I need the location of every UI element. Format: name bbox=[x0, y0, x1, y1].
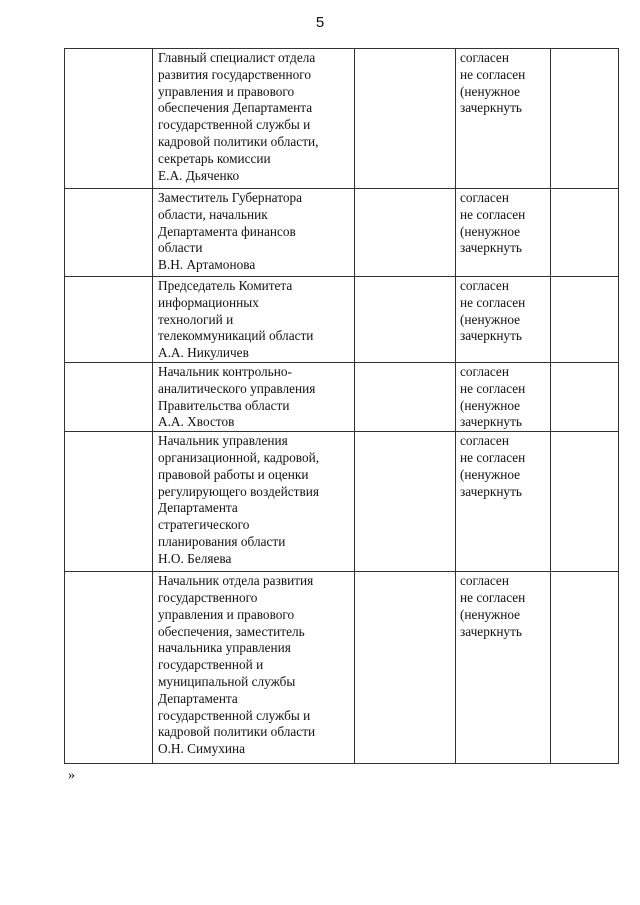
official-name-line: управления и правового bbox=[158, 606, 295, 622]
official-name-line: области bbox=[158, 240, 203, 256]
official-name-line: Начальник контрольно- bbox=[158, 364, 292, 379]
official-name-line: планирования области bbox=[158, 533, 286, 549]
decision-option: зачеркнуть bbox=[460, 623, 522, 639]
signature-cell[interactable] bbox=[355, 189, 456, 277]
official-name-line: Заместитель Губернатора bbox=[158, 190, 303, 205]
decision-option: (ненужное bbox=[460, 397, 521, 413]
official-name-cell bbox=[153, 49, 355, 189]
page-number: 5 bbox=[315, 14, 325, 31]
number-cell bbox=[65, 189, 153, 277]
official-name-line: муниципальной службы bbox=[158, 673, 296, 689]
official-name-line: Главный специалист отдела bbox=[158, 50, 316, 65]
decision-option[interactable]: не согласен bbox=[460, 449, 526, 465]
decision-cell bbox=[456, 432, 551, 572]
approval-row bbox=[65, 432, 619, 572]
signature-cell[interactable] bbox=[355, 363, 456, 432]
date-cell[interactable] bbox=[551, 572, 619, 764]
official-name-line: государственной службы и bbox=[158, 117, 311, 133]
decision-option[interactable]: согласен bbox=[460, 433, 509, 449]
official-name-line: Председатель Комитета bbox=[158, 278, 293, 293]
approval-row bbox=[65, 189, 619, 277]
official-name-line: аналитического управления bbox=[158, 380, 316, 396]
decision-option[interactable]: не согласен bbox=[460, 380, 526, 396]
decision-option: зачеркнуть bbox=[460, 328, 522, 344]
approval-row bbox=[65, 363, 619, 432]
decision-option: (ненужное bbox=[460, 223, 521, 239]
decision-option: (ненужное bbox=[460, 311, 521, 327]
official-name-line: А.А. Никуличев bbox=[158, 345, 249, 361]
official-name-line: начальника управления bbox=[158, 640, 291, 656]
official-name-line: Е.А. Дьяченко bbox=[158, 167, 240, 183]
official-name-line: стратегического bbox=[158, 517, 250, 533]
decision-cell bbox=[456, 572, 551, 764]
official-name-line: кадровой политики области, bbox=[158, 133, 319, 149]
decision-option[interactable]: согласен bbox=[460, 278, 509, 293]
number-cell bbox=[65, 572, 153, 764]
date-cell[interactable] bbox=[551, 277, 619, 363]
number-cell bbox=[65, 432, 153, 572]
official-name-line: развития государственного bbox=[158, 66, 311, 82]
decision-option: (ненужное bbox=[460, 466, 521, 482]
signature-cell[interactable] bbox=[355, 277, 456, 363]
official-name-line: обеспечения, заместитель bbox=[158, 623, 305, 639]
decision-option[interactable]: согласен bbox=[460, 190, 509, 205]
decision-cell bbox=[456, 49, 551, 189]
decision-option[interactable]: не согласен bbox=[460, 294, 526, 310]
signature-cell[interactable] bbox=[355, 49, 456, 189]
official-name-cell bbox=[153, 189, 355, 277]
official-name-cell bbox=[153, 363, 355, 432]
decision-option: (ненужное bbox=[460, 83, 521, 99]
decision-option[interactable]: не согласен bbox=[460, 589, 526, 605]
official-name-line: государственного bbox=[158, 589, 258, 605]
official-name-line: технологий и bbox=[158, 311, 234, 327]
official-name-line: регулирующего воздействия bbox=[158, 483, 319, 499]
official-name-line: государственной службы и bbox=[158, 707, 311, 723]
decision-option[interactable]: не согласен bbox=[460, 206, 526, 222]
official-name-line: Департамента bbox=[158, 500, 238, 516]
decision-option[interactable]: согласен bbox=[460, 50, 509, 65]
official-name-cell bbox=[153, 432, 355, 572]
decision-cell bbox=[456, 363, 551, 432]
date-cell[interactable] bbox=[551, 432, 619, 572]
official-name-line: обеспечения Департамента bbox=[158, 100, 313, 116]
official-name-line: управления и правового bbox=[158, 83, 295, 99]
approval-row bbox=[65, 49, 619, 189]
decision-option: зачеркнуть bbox=[460, 240, 522, 256]
official-name-line: правовой работы и оценки bbox=[158, 466, 309, 482]
official-name-line: Департамента финансов bbox=[158, 223, 296, 239]
number-cell bbox=[65, 49, 153, 189]
signature-cell[interactable] bbox=[355, 432, 456, 572]
official-name-line: Н.О. Беляева bbox=[158, 550, 232, 566]
official-name-line: В.Н. Артамонова bbox=[158, 257, 256, 273]
closing-quote-mark: » bbox=[68, 768, 75, 783]
official-name-line: государственной и bbox=[158, 657, 264, 673]
decision-option[interactable]: не согласен bbox=[460, 66, 526, 82]
official-name-line: Начальник управления bbox=[158, 433, 288, 449]
official-name-line: области, начальник bbox=[158, 206, 268, 222]
official-name-cell bbox=[153, 572, 355, 764]
approval-row bbox=[65, 572, 619, 764]
official-name-line: Начальник отдела развития bbox=[158, 573, 314, 589]
official-name-line: Департамента bbox=[158, 690, 238, 706]
official-name-line: О.Н. Симухина bbox=[158, 741, 246, 757]
number-cell bbox=[65, 363, 153, 432]
decision-option: (ненужное bbox=[460, 606, 521, 622]
date-cell[interactable] bbox=[551, 49, 619, 189]
official-name-line: телекоммуникаций области bbox=[158, 328, 314, 344]
date-cell[interactable] bbox=[551, 189, 619, 277]
number-cell bbox=[65, 277, 153, 363]
approval-table-body bbox=[65, 49, 619, 764]
official-name-line: А.А. Хвостов bbox=[158, 414, 235, 430]
official-name-line: секретарь комиссии bbox=[158, 150, 271, 166]
official-name-line: организационной, кадровой, bbox=[158, 449, 320, 465]
decision-option[interactable]: согласен bbox=[460, 364, 509, 379]
date-cell[interactable] bbox=[551, 363, 619, 432]
official-name-line: информационных bbox=[158, 294, 259, 310]
decision-cell bbox=[456, 277, 551, 363]
decision-option[interactable]: согласен bbox=[460, 573, 509, 589]
official-name-line: кадровой политики области bbox=[158, 724, 316, 740]
approval-row bbox=[65, 277, 619, 363]
official-name-cell bbox=[153, 277, 355, 363]
official-name-line: Правительства области bbox=[158, 397, 290, 413]
decision-option: зачеркнуть bbox=[460, 414, 522, 430]
decision-option: зачеркнуть bbox=[460, 100, 522, 116]
decision-cell bbox=[456, 189, 551, 277]
approval-table bbox=[64, 48, 619, 764]
decision-option: зачеркнуть bbox=[460, 483, 522, 499]
signature-cell[interactable] bbox=[355, 572, 456, 764]
